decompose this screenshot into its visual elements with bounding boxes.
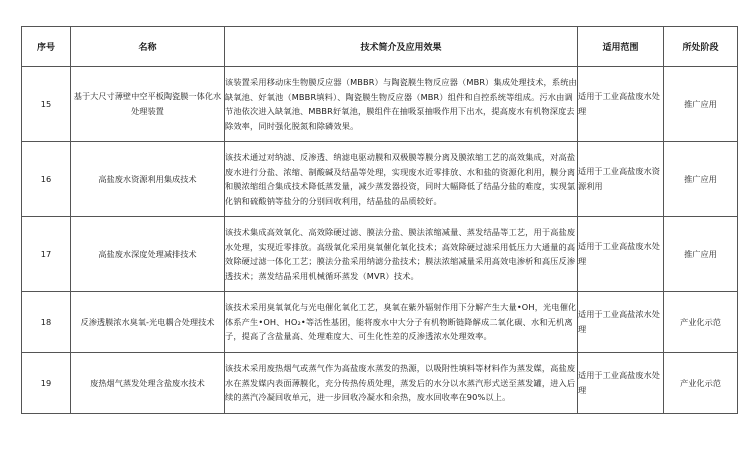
header-no: 序号 — [22, 27, 71, 67]
tech-name: 反渗透膜浓水臭氧-光电耦合处理技术 — [71, 292, 225, 353]
row-number: 17 — [22, 217, 71, 292]
stage: 推广应用 — [664, 217, 738, 292]
technology-table — [21, 26, 738, 414]
tech-description: 该技术通过对纳滤、反渗透、纳滤电驱动膜和双极膜等膜分离及膜浓缩工艺的高效集成，对高盐废水进行分盐、浓缩、制酸碱及结晶等处理，实现废水近零排放、水和盐的资源化利用，膜分离和膜浓缩组合集成技术降低蒸发量，减少蒸发器投资，同时大幅降低了结晶分盐的难度，实现氯化钠和硫酸钠等盐分的分别回收利用，结晶盐的品质较好。 — [225, 142, 578, 217]
header-desc: 技术简介及应用效果 — [225, 27, 578, 67]
header-stage: 所处阶段 — [664, 27, 738, 67]
table-row — [22, 142, 738, 217]
tech-description: 该装置采用移动床生物膜反应器（MBBR）与陶瓷膜生物反应器（MBR）集成处理技术，系统由缺氧池、好氧池（MBBR填料）、陶瓷膜生物反应器（MBR）组件和自控系统等组成。污水由调节池依次进入缺氧池、MBBR好氧池，膜组件在抽吸泵抽吸作用下出水，提高废水有机物深度去除效率，同时强化脱氮和除磷效果。 — [225, 67, 578, 142]
table-row — [22, 217, 738, 292]
tech-description: 该技术集成高效氧化、高效除硬过滤、膜法分盐、膜法浓缩减量、蒸发结晶等工艺，用于高盐废水处理，实现近零排放。高级氧化采用臭氧催化氧化技术；高效除硬过滤采用低压力大通量的高效除硬过滤一体化工艺；膜法分盐采用纳滤分盐技术；膜法浓缩减量采用高效电渗析和高压反渗透技术；蒸发结晶采用机械循环蒸发（MVR）技术。 — [225, 217, 578, 292]
header-row — [22, 27, 738, 67]
row-number: 16 — [22, 142, 71, 217]
tech-name: 高盐废水资源利用集成技术 — [71, 142, 225, 217]
table-row — [22, 292, 738, 353]
applicable-scope: 适用于工业高盐废水资源利用 — [578, 142, 664, 217]
tech-name: 高盐废水深度处理减排技术 — [71, 217, 225, 292]
table-row — [22, 67, 738, 142]
stage: 推广应用 — [664, 142, 738, 217]
stage: 产业化示范 — [664, 353, 738, 414]
tech-name: 废热烟气蒸发处理含盐废水技术 — [71, 353, 225, 414]
applicable-scope: 适用于工业高盐废水处理 — [578, 217, 664, 292]
row-number: 15 — [22, 67, 71, 142]
tech-description: 该技术采用废热烟气或蒸气作为高盐废水蒸发的热源，以吸附性填料等材料作为蒸发媒，高盐废水在蒸发媒内表面薄膜化，充分传热传质处理，蒸发后的水分以水蒸汽形式送至蒸发罐，进入后续的蒸汽冷凝回收单元，进一步回收冷凝水和余热，废水回收率在90%以上。 — [225, 353, 578, 414]
header-name: 名称 — [71, 27, 225, 67]
row-number: 19 — [22, 353, 71, 414]
stage: 推广应用 — [664, 67, 738, 142]
tech-description: 该技术采用臭氧氧化与光电催化氧化工艺，臭氧在紫外辐射作用下分解产生大量•OH，光电催化体系产生•OH、HO₂•等活性基团，能将废水中大分子有机物断链降解成二氧化碳、水和无机离子，提高了含盐量高、处理难度大、可生化性差的反渗透浓水处理效率。 — [225, 292, 578, 353]
stage: 产业化示范 — [664, 292, 738, 353]
applicable-scope: 适用于工业高盐废水处理 — [578, 353, 664, 414]
tech-name: 基于大尺寸薄壁中空平板陶瓷膜一体化水处理装置 — [71, 67, 225, 142]
applicable-scope: 适用于工业高盐浓水处理 — [578, 292, 664, 353]
applicable-scope: 适用于工业高盐废水处理 — [578, 67, 664, 142]
row-number: 18 — [22, 292, 71, 353]
header-scope: 适用范围 — [578, 27, 664, 67]
table-row — [22, 353, 738, 414]
